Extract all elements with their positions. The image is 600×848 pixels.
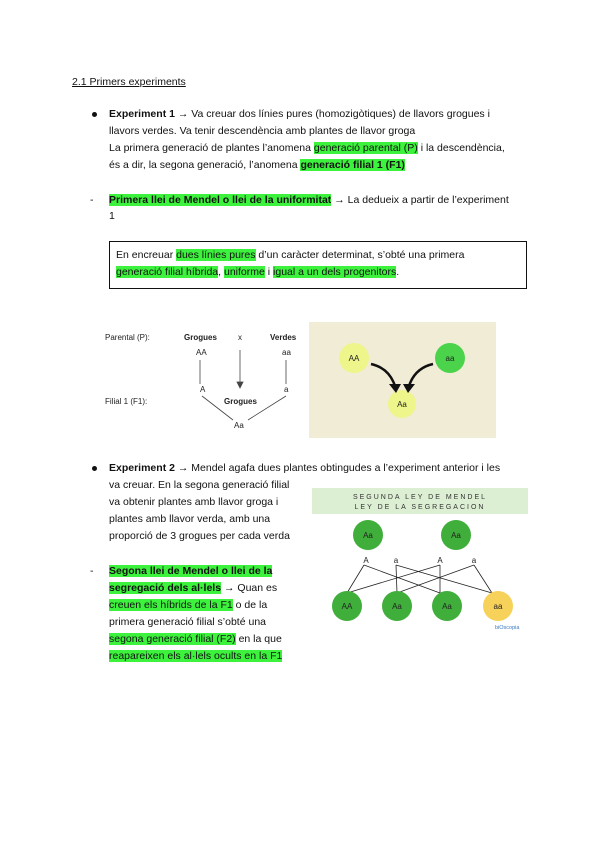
exp2-label: Experiment 2: [109, 462, 175, 474]
law2-title-cont: segregació dels al·lels: [109, 582, 222, 594]
highlight-parental: generació parental (P): [313, 142, 418, 154]
exp1-text: Va creuar dos línies pures (homozigòtiques) de llavors grogues i: [191, 108, 490, 120]
box-line-1: [116, 248, 464, 262]
f2-Aa-1: Aa: [392, 602, 402, 611]
text: → Quan es: [221, 582, 278, 594]
grogues-label: Grogues: [184, 333, 217, 342]
text: o de la: [232, 599, 268, 611]
dash: -: [90, 565, 94, 577]
genotype-AA: AA: [196, 348, 207, 357]
gamete-A: A: [200, 385, 206, 394]
text: .: [396, 266, 400, 278]
highlight-f1: generació filial 1 (F1): [300, 159, 405, 171]
bullet-dot: [92, 112, 97, 117]
highlight: segona generació filial (F2): [109, 633, 236, 645]
banner-title-2: LEY DE LA SEGREGACION: [354, 504, 486, 511]
exp2-line-2: va creuar. En la segona generació filial: [109, 479, 290, 491]
genotype-aa: aa: [282, 348, 291, 357]
exp1-line-3: [109, 141, 505, 155]
highlight: reapareixen els al·lels ocults en la F1: [109, 650, 283, 662]
exp1-line-4: [109, 158, 405, 172]
filial-label: Filial 1 (F1):: [105, 397, 148, 406]
section-title: 2.1 Primers experiments: [72, 76, 186, 88]
text: d’un caràcter determinat, s’obté una primera: [255, 249, 465, 261]
law1-title: Primera llei de Mendel o llei de la uniformitat: [109, 194, 332, 206]
box-line-2: [116, 265, 399, 279]
f1-illustration: [309, 322, 496, 438]
parent-AA: AA: [348, 354, 360, 363]
f2-AA: AA: [341, 602, 353, 611]
parental-label: Parental (P):: [105, 333, 150, 342]
law2-line-3: [109, 598, 267, 612]
law2-line-1: [109, 564, 272, 578]
text: La primera generació de plantes l’anomena: [109, 142, 314, 154]
text: i: [264, 266, 274, 278]
gamete-a-left: a: [393, 556, 399, 565]
law1-rest: → La dedueix a partir de l’experiment: [331, 194, 509, 206]
gamete-A-right: A: [437, 556, 443, 565]
law2-line-6: [109, 649, 282, 663]
exp1-line-1: [109, 107, 490, 121]
law2-line-5: [109, 632, 282, 646]
x-label: x: [238, 333, 242, 342]
exp2-text: Mendel agafa dues plantes obtingudes a l’experiment anterior i les: [188, 462, 501, 474]
exp1-label: Experiment 1: [109, 108, 175, 120]
parent-Aa-right: Aa: [451, 531, 461, 540]
offspring-Aa: Aa: [397, 400, 407, 409]
highlight: dues línies pures: [176, 249, 256, 261]
law2-line-2: [109, 581, 277, 595]
f2-aa: aa: [493, 602, 503, 611]
parent-aa: aa: [445, 354, 455, 363]
cross-diagram: [100, 322, 305, 437]
verdes-label: Verdes: [270, 333, 297, 342]
gamete-a-right: a: [471, 556, 477, 565]
highlight: creuen els híbrids de la F1: [109, 599, 233, 611]
highlight: generació filial híbrida: [116, 266, 219, 278]
text: ,: [218, 266, 224, 278]
text: és a dir, la segona generació, l’anomena: [109, 159, 301, 171]
brand-logo: biOscopia: [495, 625, 520, 631]
genotype-Aa: Aa: [234, 421, 244, 430]
law2-title: Segona llei de Mendel o llei de la: [109, 565, 273, 577]
gamete-a: a: [284, 385, 289, 394]
law1-line-1: [109, 193, 509, 207]
gamete-A-left: A: [363, 556, 369, 565]
highlight: igual a un dels progenitors: [273, 266, 397, 278]
exp2-line-5: proporció de 3 grogues per cada verda: [109, 530, 290, 542]
banner-title-1: SEGUNDA LEY DE MENDEL: [352, 494, 488, 501]
exp1-line-2: llavors verdes. Va tenir descendència amb plantes de llavor groga: [109, 125, 416, 137]
exp2-line-1: [109, 461, 500, 475]
grogues-f1-label: Grogues: [224, 397, 257, 406]
segregation-diagram: [312, 488, 528, 633]
law2-line-4: primera generació filial s’obté una: [109, 616, 267, 628]
text: En encreuar: [116, 249, 177, 261]
f2-Aa-2: Aa: [442, 602, 452, 611]
law1-line-2: 1: [109, 210, 115, 222]
dash: -: [90, 194, 94, 206]
exp2-line-4: plantes amb llavor verda, amb una: [109, 513, 271, 525]
highlight: uniforme: [224, 266, 265, 278]
exp2-line-3: va obtenir plantes amb llavor groga i: [109, 496, 279, 508]
parent-Aa-left: Aa: [363, 531, 373, 540]
bullet-dot: [92, 466, 97, 471]
text: i la descendència,: [417, 142, 505, 154]
arrow: →: [177, 462, 189, 474]
arrow: →: [177, 108, 189, 120]
text: en la que: [235, 633, 282, 645]
